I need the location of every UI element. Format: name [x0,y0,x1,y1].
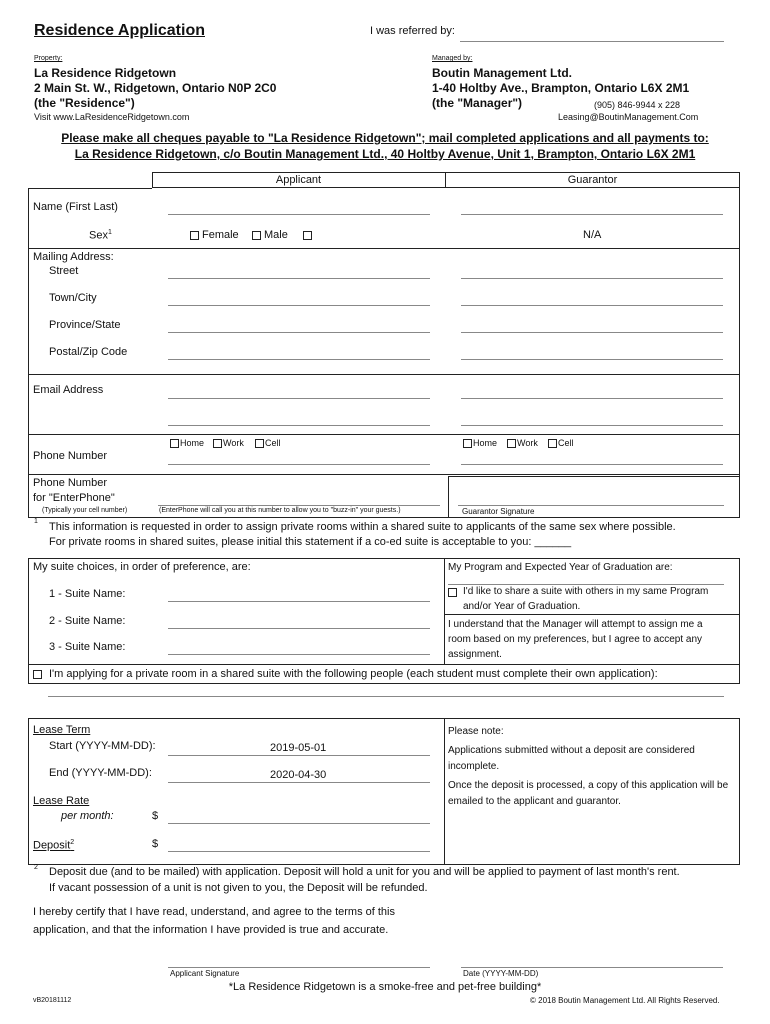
applicant-town-field[interactable] [168,305,430,306]
start-field-line [168,755,430,756]
suite-choice-1-label: 1 - Suite Name: [49,588,126,600]
guarantor-postal-field[interactable] [461,359,723,360]
applicant-email-field[interactable] [168,398,430,399]
town-label: Town/City [49,292,97,304]
province-label: Province/State [49,319,121,331]
page-title: Residence Application [34,22,205,39]
suite-choice-2-label: 2 - Suite Name: [49,615,126,627]
mailing-label: Mailing Address: [33,251,114,263]
program-heading: My Program and Expected Year of Graduation are: [448,562,673,573]
applicant-name-field[interactable] [168,214,430,215]
guarantor-town-field[interactable] [461,305,723,306]
applicant-province-field[interactable] [168,332,430,333]
private-room-people-field[interactable] [48,696,724,697]
per-month-label: per month: [61,810,114,822]
manager-alias: (the "Manager") [432,96,523,110]
suite-choice-3-field[interactable] [168,654,430,655]
end-label: End (YYYY-MM-DD): [49,767,152,779]
applicant-phone-field[interactable] [168,464,430,465]
suite-choice-2-field[interactable] [168,628,430,629]
start-label: Start (YYYY-MM-DD): [49,740,156,752]
male-checkbox[interactable] [252,231,261,240]
enterphone-label-2: for "EnterPhone" [33,492,115,504]
manager-label: Managed by: [432,55,473,62]
manager-name: Boutin Management Ltd. [432,66,572,80]
share-suite-checkbox[interactable] [448,588,457,597]
date-field[interactable] [461,967,723,968]
guarantor-home-label: Home [473,438,498,448]
understand-line1: I understand that the Manager will attempt to assign me a [448,619,703,630]
property-alias: (the "Residence") [34,96,135,110]
guarantor-phone-field[interactable] [461,464,723,465]
footnote1-line1: This information is requested in order to assign private rooms within a shared suite to applicants of the same sex where possible. [49,521,676,533]
guarantor-work-label: Work [517,438,538,448]
guarantor-email-field-2[interactable] [461,425,723,426]
applicant-signature-field[interactable] [168,967,430,968]
guarantor-signature-field[interactable] [458,505,724,506]
footnote2-line1: Deposit due (and to be mailed) with application. Deposit will hold a unit for you and will be applied to payment of last month's rent. [49,866,680,878]
manager-phone: (905) 846-9944 x 228 [594,100,681,110]
guarantor-signature-label: Guarantor Signature [462,507,535,516]
manager-address: 1-40 Holtby Ave., Brampton, Ontario L6X 2M1 [432,81,690,95]
applicant-home-checkbox[interactable] [170,439,179,448]
share-suite-line2: and/or Year of Graduation. [463,601,581,612]
private-room-label: I'm applying for a private room in a shared suite with the following people (each student must complete their own application): [49,668,658,680]
applicant-home-label: Home [180,438,205,448]
applicant-cell-label: Cell [265,438,281,448]
col-guarantor: Guarantor [567,174,618,186]
applicant-work-label: Work [223,438,244,448]
note-1b: incomplete. [448,761,500,772]
lease-rate-field[interactable] [168,823,430,824]
end-value[interactable]: 2020-04-30 [270,769,327,781]
applicant-work-checkbox[interactable] [213,439,222,448]
deposit-field[interactable] [168,851,430,852]
property-website[interactable]: Visit www.LaResidenceRidgetown.com [34,112,190,122]
name-label: Name (First Last) [33,201,118,213]
guarantor-email-field[interactable] [461,398,723,399]
private-room-checkbox[interactable] [33,670,42,679]
applicant-postal-field[interactable] [168,359,430,360]
footnote2-line2: If vacant possession of a unit is not given to you, the Deposit will be refunded. [49,882,428,894]
deposit-dollar-sign: $ [152,838,159,850]
lease-term-label: Lease Term [33,724,91,736]
email-label: Email Address [33,384,104,396]
street-label: Street [49,265,79,277]
instructions-line1: Please make all cheques payable to "La Residence Ridgetown"; mail completed applications and all payments to: [61,131,709,145]
certify-line1: I hereby certify that I have read, understand, and agree to the terms of this [33,906,395,918]
footnote2-marker: 2 [34,864,38,871]
suite-heading: My suite choices, in order of preference, are: [33,561,251,573]
female-label: Female [202,229,239,241]
applicant-signature-label: Applicant Signature [170,969,240,978]
sex-label: Sex$^1$ [89,229,112,242]
guarantor-cell-checkbox[interactable] [548,439,557,448]
applicant-cell-checkbox[interactable] [255,439,264,448]
guarantor-home-checkbox[interactable] [463,439,472,448]
suite-choice-1-field[interactable] [168,601,430,602]
postal-label: Postal/Zip Code [49,346,128,358]
female-checkbox[interactable] [190,231,199,240]
note-heading: Please note: [448,726,504,737]
property-name: La Residence Ridgetown [34,66,177,80]
male-label: Male [264,229,288,241]
guarantor-street-field[interactable] [461,278,723,279]
deposit-label: Deposit$^2$ [33,839,75,852]
suite-choice-3-label: 3 - Suite Name: [49,641,126,653]
guarantor-province-field[interactable] [461,332,723,333]
version-code: vB20181112 [33,997,72,1004]
other-sex-checkbox[interactable] [303,231,312,240]
footnote1-line2: For private rooms in shared suites, please initial this statement if a co-ed suite is acceptable to you: ______ [49,536,572,548]
col-applicant: Applicant [275,174,322,186]
note-2b: emailed to the applicant and guarantor. [448,796,621,807]
applicant-email-field-2[interactable] [168,425,430,426]
enterphone-hint: (Typically your cell number) [42,507,128,514]
guarantor-work-checkbox[interactable] [507,439,516,448]
certify-line2: application, and that the information I have provided is true and accurate. [33,924,389,936]
note-1a: Applications submitted without a deposit are considered [448,745,695,756]
program-field[interactable] [448,584,724,585]
rate-dollar-sign: $ [152,810,159,822]
phone-label: Phone Number [33,450,107,462]
guarantor-cell-label: Cell [558,438,574,448]
copyright: © 2018 Boutin Management Ltd. All Rights Reserved. [530,996,720,1005]
start-value[interactable]: 2019-05-01 [270,742,327,754]
smoke-free-notice: *La Residence Ridgetown is a smoke-free and pet-free building* [228,981,542,993]
applicant-street-field[interactable] [168,278,430,279]
footnote1-marker: 1 [34,518,38,525]
share-suite-line1: I'd like to share a suite with others in my same Program [463,586,709,597]
guarantor-name-field[interactable] [461,214,723,215]
understand-line2: room based on my preferences, but I agree to accept any [448,634,703,645]
referred-by-field[interactable] [460,41,724,42]
referred-by-label: I was referred by: [370,25,455,37]
understand-line3: assignment. [448,649,502,660]
lease-rate-label: Lease Rate [33,795,90,807]
enterphone-label-1: Phone Number [33,477,107,489]
enterphone-field[interactable] [158,505,440,506]
property-address: 2 Main St. W., Ridgetown, Ontario N0P 2C0 [34,81,277,95]
property-label: Property: [34,55,63,62]
enterphone-note: (EnterPhone will call you at this number to allow you to "buzz-in" your guests.) [159,507,401,514]
manager-email[interactable]: Leasing@BoutinManagement.Com [558,112,699,122]
guarantor-sex-na: N/A [583,229,602,241]
instructions-line2: La Residence Ridgetown, c/o Boutin Management Ltd., 40 Holtby Avenue, Unit 1, Brampton, Ontario L6X 2M1 [74,147,696,161]
note-2a: Once the deposit is processed, a copy of this application will be [448,780,729,791]
date-label: Date (YYYY-MM-DD) [463,969,539,978]
end-field-line [168,782,430,783]
